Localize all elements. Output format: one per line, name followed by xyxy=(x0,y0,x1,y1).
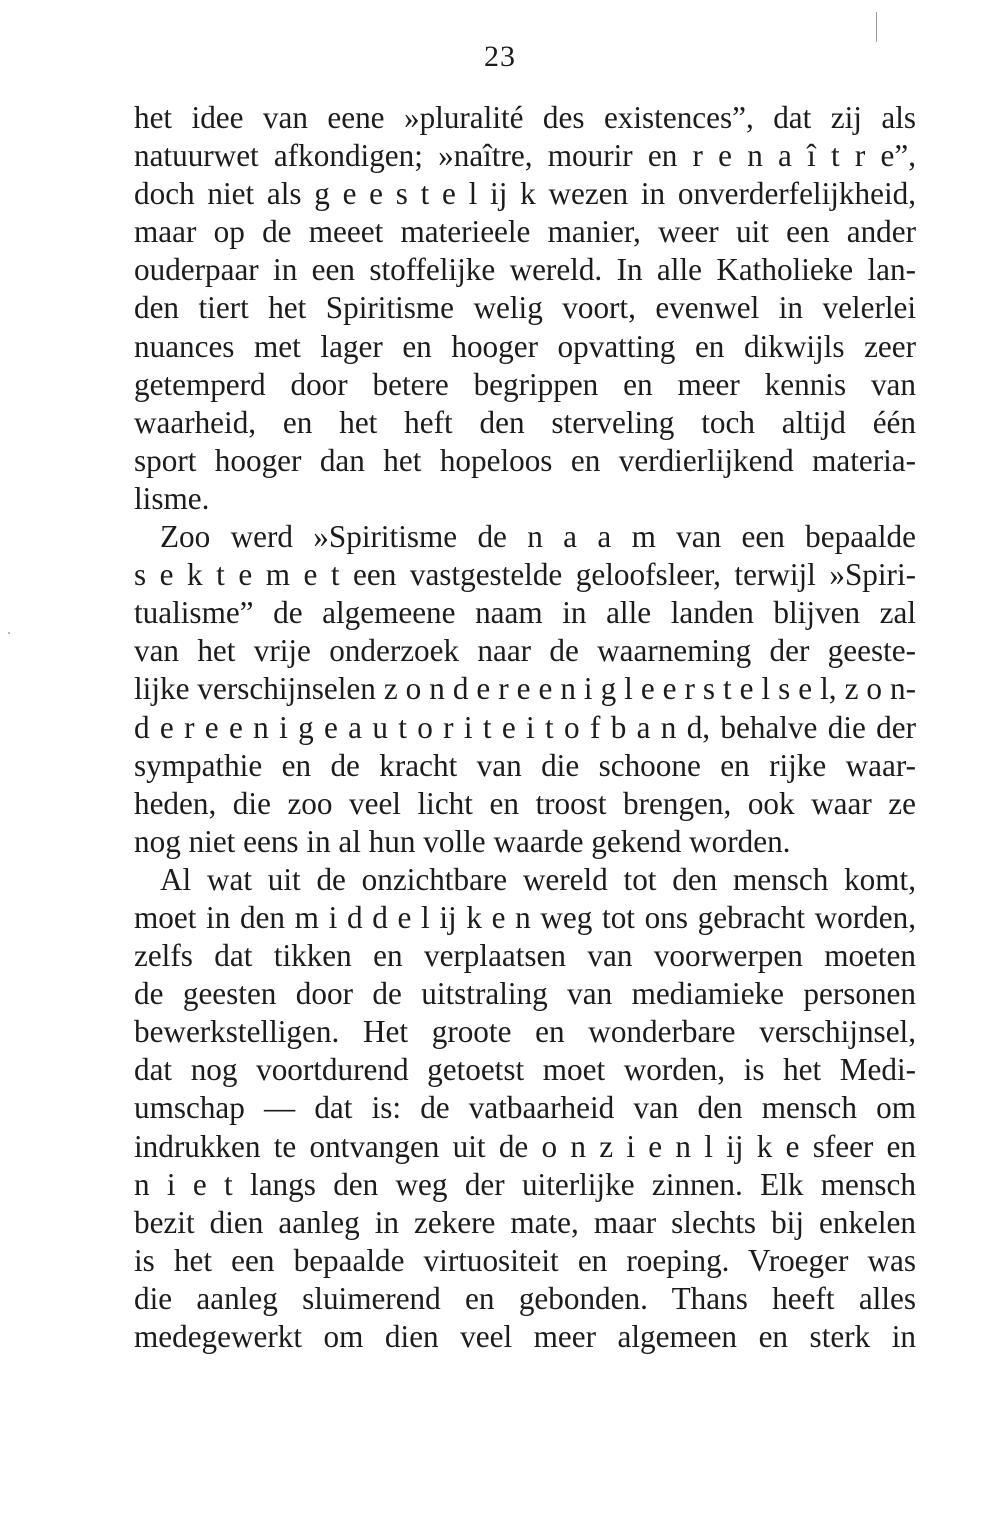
text-line: sport hooger dan het hopeloos en verdierlijkend materia- xyxy=(134,442,916,478)
text-line: bewerkstelligen. Het groote en wonderbare verschijnsel, xyxy=(134,1014,916,1050)
text-line: tualisme” de algemeene naam in alle landen blijven zal xyxy=(134,595,916,631)
text-line: dat nog voortdurend getoetst moet worden, is het Medi- xyxy=(134,1052,916,1088)
text-line: maar op de meeet materieele manier, weer uit een ander xyxy=(134,214,916,250)
scan-edge-mark xyxy=(876,12,877,42)
text-line: zelfs dat tikken en verplaatsen van voorwerpen moeten xyxy=(134,938,916,974)
text-line: lijke verschijnselen z o n d e r e e n i g l e e r s t e l s e l, z o n- xyxy=(134,671,916,707)
text-line: nuances met lager en hooger opvatting en dikwijls zeer xyxy=(134,328,916,364)
text-line: Zoo werd »Spiritisme de n a a m van een bepaalde xyxy=(160,519,916,555)
text-line: Al wat uit de onzichtbare wereld tot den mensch komt, xyxy=(160,861,916,897)
text-line: natuurwet afkondigen; »naître, mourir en r e n a î t r e”, xyxy=(134,138,916,174)
text-line: heden, die zoo veel licht en troost brengen, ook waar ze xyxy=(134,785,916,821)
text-line: is het een bepaalde virtuositeit en roeping. Vroeger was xyxy=(134,1242,916,1278)
text-line: waarheid, en het heft den sterveling toch altijd één xyxy=(134,404,916,440)
text-line: doch niet als g e e s t e l ij k wezen in onverderfelijkheid, xyxy=(134,176,916,212)
text-line: getemperd door betere begrippen en meer kennis van xyxy=(134,366,916,402)
text-line: die aanleg sluimerend en gebonden. Thans heeft alles xyxy=(134,1280,916,1316)
text-line: ouderpaar in een stoffelijke wereld. In alle Katholieke lan- xyxy=(134,252,916,288)
text-line: het idee van eene »pluralité des existences”, dat zij als xyxy=(134,100,916,135)
text-line: d e r e e n i g e a u t o r i t e i t o f b a n d, behalve die der xyxy=(134,709,916,745)
text-line: lisme. xyxy=(134,480,210,516)
text-line: van het vrije onderzoek naar de waarneming der geeste- xyxy=(134,633,916,669)
text-line: medegewerkt om dien veel meer algemeen en sterk in xyxy=(134,1319,916,1354)
page-number: 23 xyxy=(484,40,516,73)
scan-speck xyxy=(8,632,10,634)
text-line: den tiert het Spiritisme welig voort, evenwel in velerlei xyxy=(134,290,916,326)
text-line: bezit dien aanleg in zekere mate, maar slechts bij enkelen xyxy=(134,1204,916,1240)
text-line: umschap — dat is: de vatbaarheid van den mensch om xyxy=(134,1090,916,1126)
text-line: de geesten door de uitstraling van mediamieke personen xyxy=(134,976,916,1012)
body-text xyxy=(134,99,916,1356)
text-line: moet in den m i d d e l ij k e n weg tot ons gebracht worden, xyxy=(134,899,916,935)
text-line: s e k t e m e t een vastgestelde geloofsleer, terwijl »Spiri- xyxy=(134,557,916,593)
text-line: indrukken te ontvangen uit de o n z i e n l ij k e sfeer en xyxy=(134,1128,916,1164)
text-line: n i e t langs den weg der uiterlijke zinnen. Elk mensch xyxy=(134,1166,916,1202)
text-line: sympathie en de kracht van die schoone en rijke waar- xyxy=(134,747,916,783)
text-line: nog niet eens in al hun volle waarde gekend worden. xyxy=(134,823,791,859)
